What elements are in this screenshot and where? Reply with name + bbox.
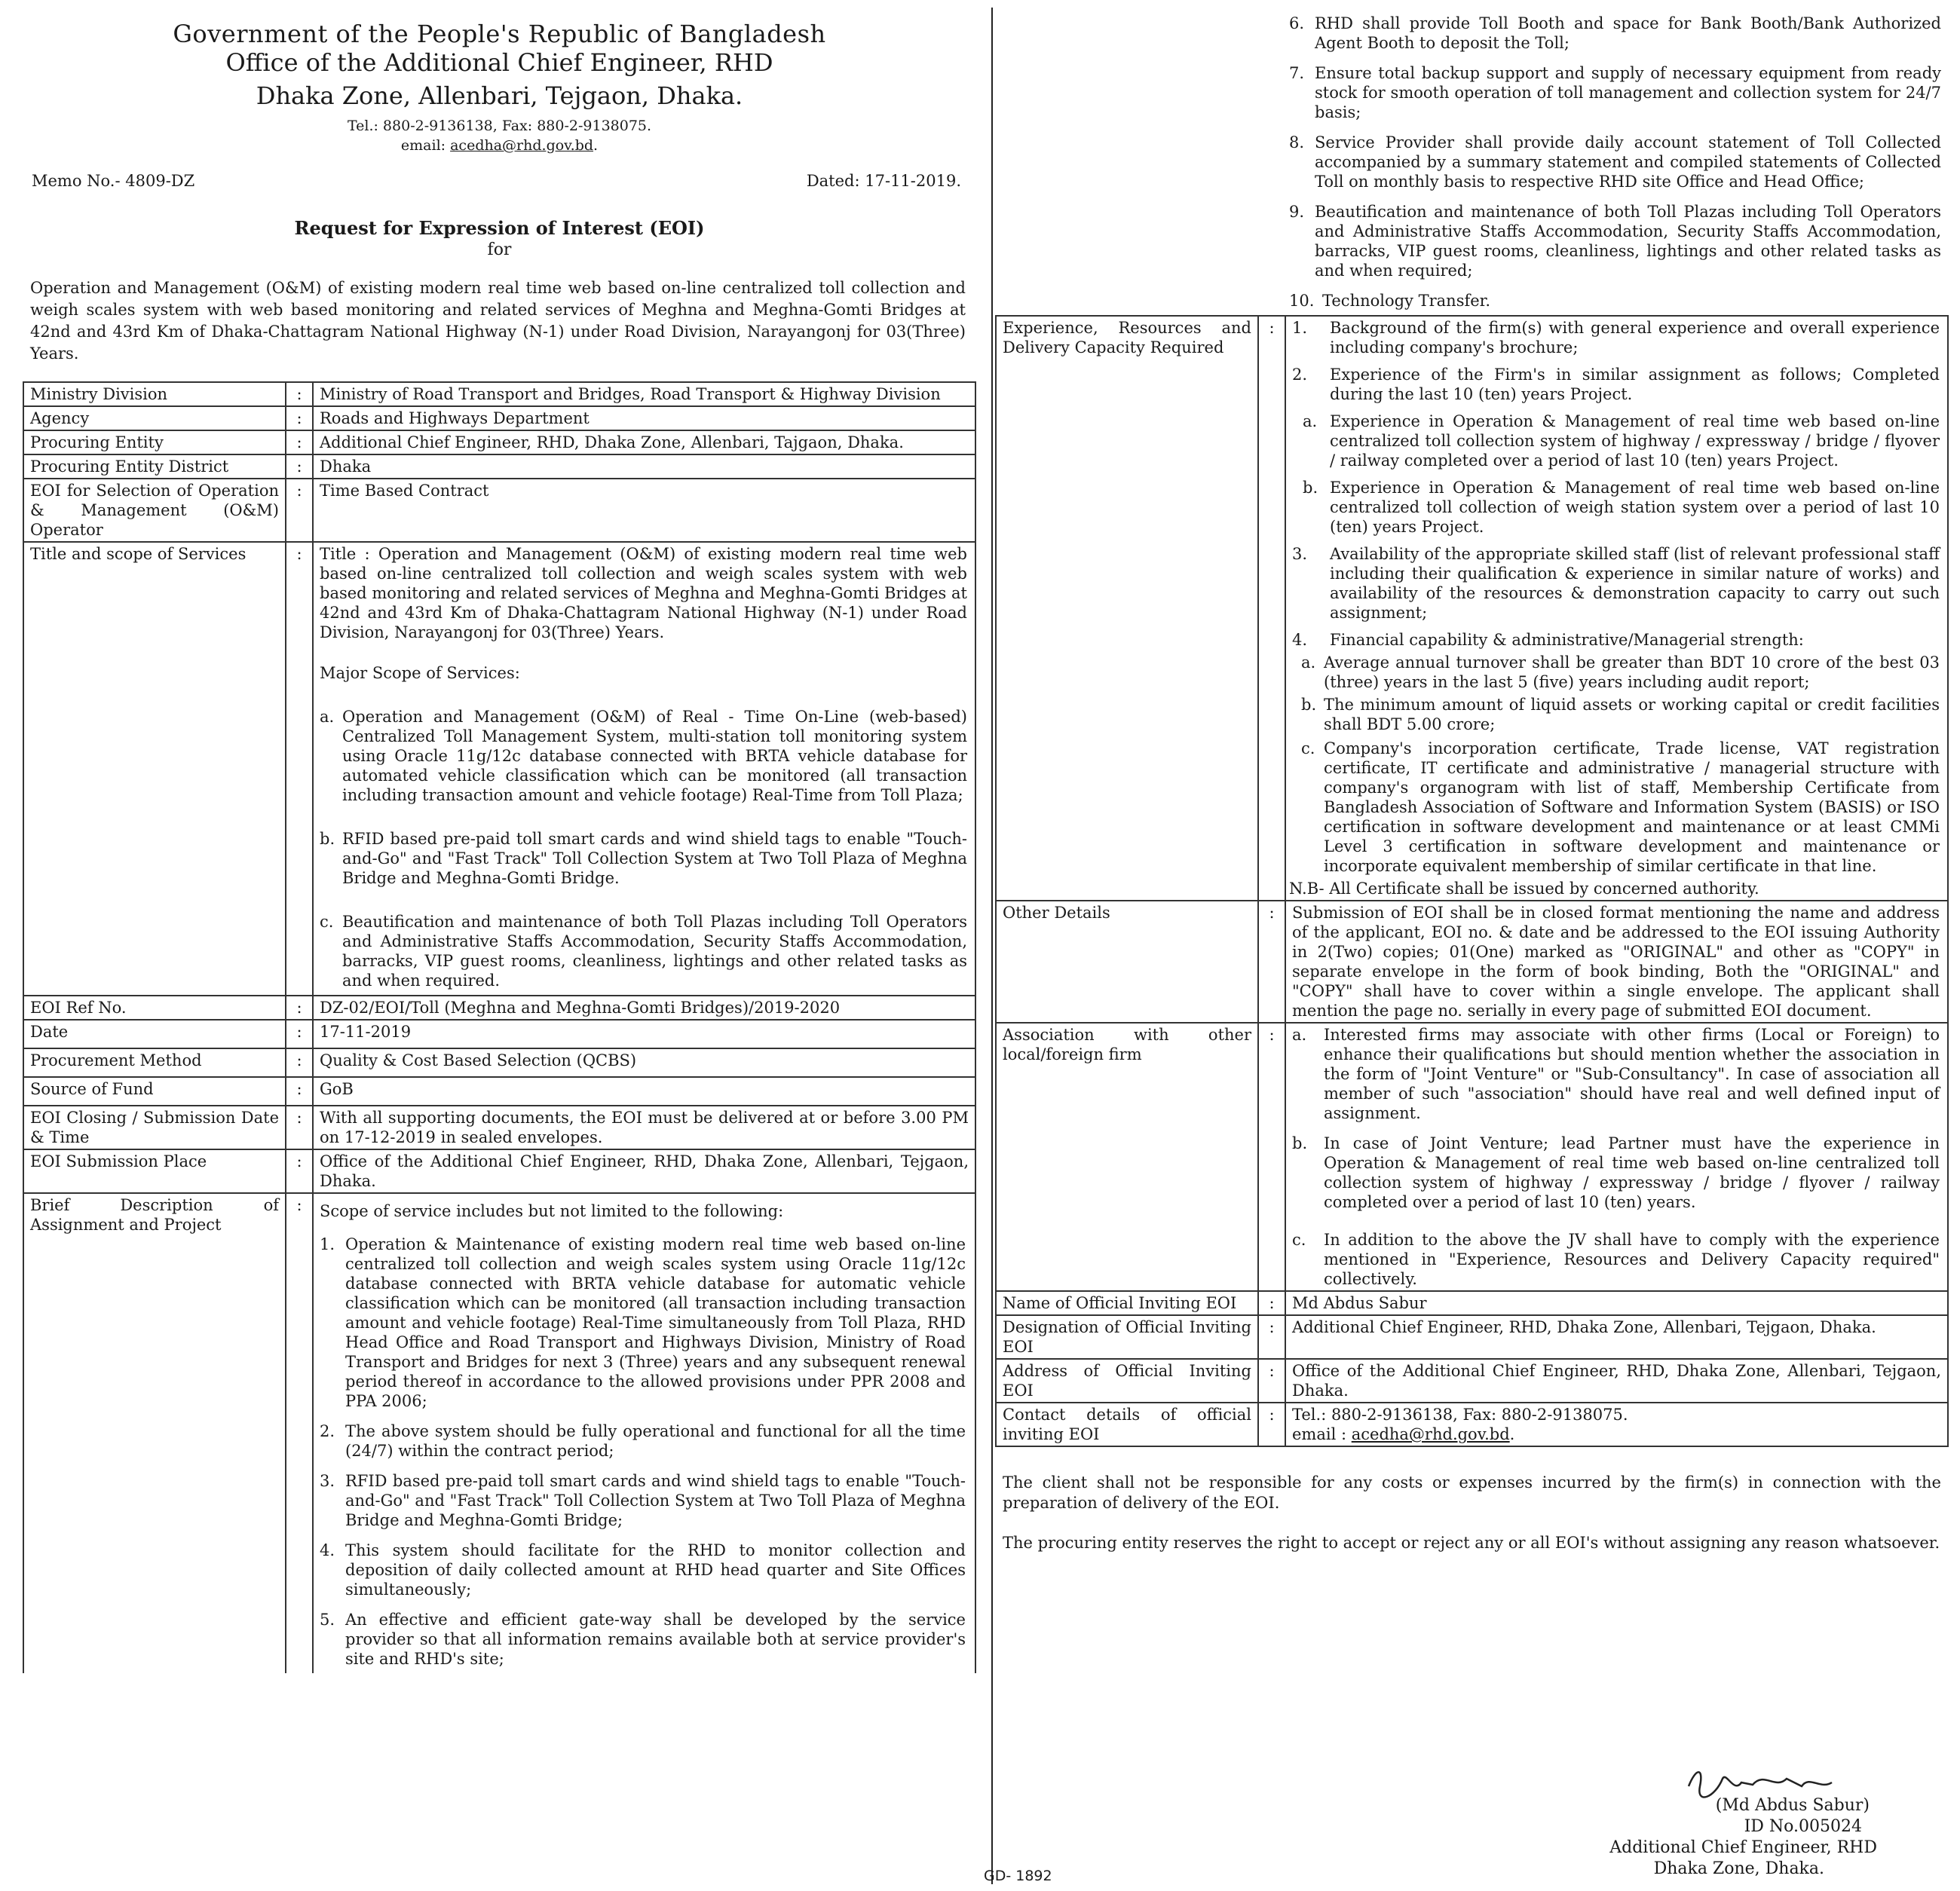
table-row [23, 542, 975, 996]
list-item [1292, 1025, 1940, 1123]
letterhead [23, 0, 976, 155]
row-value: Quality & Cost Based Selection (QCBS) [313, 1048, 975, 1077]
list-item-number: c. [320, 913, 334, 931]
table-row [996, 1023, 1948, 1291]
list-item [1292, 739, 1940, 876]
row-label: Date [23, 1020, 286, 1048]
row-label: Address of Official Inviting EOI [996, 1359, 1258, 1403]
row-colon: : [1258, 1359, 1285, 1403]
list-item-number: 1. [320, 1235, 335, 1253]
header-office: Office of the Additional Chief Engineer, RHD [225, 48, 773, 77]
list-item [1292, 365, 1940, 404]
table-row [23, 1048, 975, 1077]
signature-designation: Additional Chief Engineer, RHD [1609, 1838, 1877, 1857]
table-row [23, 1106, 975, 1149]
row-value: Roads and Highways Department [313, 406, 975, 430]
table-row [996, 1291, 1948, 1315]
list-item [1289, 202, 1941, 280]
signature-name: (Md Abdus Sabur) [1715, 1796, 1870, 1815]
header-email-suffix: . [593, 137, 599, 154]
list-item [1292, 1230, 1940, 1289]
list-item-text: Experience of the Firm's in similar assignment as follows; Completed during the last 10 (ten) years Project. [1330, 366, 1940, 403]
list-item-number: 3. [1292, 545, 1308, 563]
list-item [320, 912, 967, 990]
list-item-number: 4. [320, 1541, 335, 1559]
list-item [1289, 133, 1941, 191]
list-item-text: RFID based pre-paid toll smart cards and wind shield tags to enable "Touch-and-Go" and "Fast Track" Toll Collection System at Two Toll Plaza of Meghna Bridge and Meghna-Gomti Bridge; [345, 1472, 966, 1529]
list-item-number: a. [320, 708, 335, 726]
table-row [23, 430, 975, 454]
list-item [320, 1541, 966, 1599]
footer-disclaimer: The client shall not be responsible for any costs or expenses incurred by the firm(s) in connection with the preparation of delivery of the EOI. [1003, 1473, 1941, 1512]
gd-number: GD- 1892 [984, 1868, 1052, 1884]
list-item-text: The above system should be fully operational and functional for all the time (24/7) within the contract period; [345, 1422, 966, 1460]
table-row [23, 1020, 975, 1048]
list-item-text: Experience in Operation & Management of real time web based on-line centralized toll collection system of highway / expressway / bridge / flyover / railway completed over a period of last 10 (ten) years Project. [1330, 412, 1940, 470]
header-email-link[interactable]: acedha@rhd.gov.bd [450, 137, 594, 154]
row-value-scope [313, 542, 975, 996]
signature-block [1568, 1764, 1945, 1880]
list-item-text: Operation and Management (O&M) of Real - Time On-Line (web-based) Centralized Toll Management System, multi-station toll monitoring system using Oracle 11g/12c database connected with BRTA vehicle database for automated vehicle classification which can be monitored (all transaction including transaction amount and vehicle footage) Real-Time from Toll Plaza; [342, 708, 967, 804]
row-value: GoB [313, 1077, 975, 1106]
subject-for: for [487, 240, 512, 259]
list-item-text: Availability of the appropriate skilled staff (list of relevant professional staff including their qualification & experience in similar nature of works) and availability of the resources & demonstration capacity to carry out such assignment; [1330, 545, 1940, 622]
list-item [320, 1235, 966, 1411]
list-item-text: Experience in Operation & Management of real time web based on-line centralized toll collection of weigh station system over a period of last 10 (ten) years Project. [1330, 479, 1940, 536]
list-item-number: a. [1301, 653, 1316, 672]
row-colon: : [1258, 1315, 1285, 1359]
table-row [23, 1077, 975, 1106]
list-item [320, 1471, 966, 1530]
list-item-number: 10. [1289, 292, 1315, 310]
row-label: Other Details [996, 901, 1258, 1023]
list-item-text: Background of the firm(s) with general experience and overall experience including company's brochure; [1330, 319, 1940, 356]
list-item [320, 707, 967, 805]
list-item [1292, 1134, 1940, 1212]
row-value-experience [1285, 316, 1948, 901]
row-label: Association with other local/foreign firm [996, 1023, 1258, 1291]
row-label: Procuring Entity [23, 430, 286, 454]
list-item [1292, 653, 1940, 692]
table-row [23, 479, 975, 542]
row-colon: : [286, 542, 313, 996]
row-colon: : [286, 1193, 313, 1673]
list-item-number: b. [1292, 1134, 1308, 1152]
table-row [23, 406, 975, 430]
header-government: Government of the People's Republic of Bangladesh [173, 20, 826, 48]
scope-title: Title : Operation and Management (O&M) of existing modern real time web based on-line centralized toll collection and weigh scales system with web based monitoring and related services of Meghna and Meghna-Gomti Bridges at 42nd and 43rd Km of Dhaka-Chattagram National Highway (N-1) under Road Division, Narayangonj for 03(Three) Years. [320, 545, 967, 641]
list-item-text: Service Provider shall provide daily account statement of Toll Collected accompanied by a summary statement and compiled statements of Collected Toll on monthly basis to respective RHD site Office and Head Office; [1315, 133, 1941, 191]
list-item [1292, 412, 1940, 470]
row-value: Office of the Additional Chief Engineer, RHD, Dhaka Zone, Allenbari, Tejgaon, Dhaka. [313, 1149, 975, 1193]
list-item-text: Interested firms may associate with other firms (Local or Foreign) to enhance their qualifications but should mention whether the association in the form of "Joint Venture" or "Sub-Consultancy". In case of association all member of such "association" should have real and well defined input of assignment. [1324, 1026, 1940, 1122]
row-colon: : [286, 479, 313, 542]
list-item [1292, 478, 1940, 537]
list-item-number: 5. [320, 1611, 335, 1629]
list-item-number: b. [320, 830, 335, 848]
subject-title: Request for Expression of Interest (EOI) [294, 217, 705, 239]
row-value: Office of the Additional Chief Engineer, RHD, Dhaka Zone, Allenbari, Tejgaon, Dhaka. [1285, 1359, 1948, 1403]
row-colon: : [1258, 316, 1285, 901]
row-colon: : [286, 430, 313, 454]
row-value: Md Abdus Sabur [1285, 1291, 1948, 1315]
right-column [995, 0, 1949, 1564]
list-item-number: 8. [1289, 133, 1305, 151]
row-colon: : [286, 1149, 313, 1193]
list-item-number: 6. [1289, 14, 1305, 32]
list-item-text: Beautification and maintenance of both Toll Plazas including Toll Operators and Administrative Staffs Accommodation, Security Staffs Accommodation, barracks, VIP guest rooms, cleanliness, lightings and other related tasks as and when required; [1315, 203, 1941, 280]
row-label: Designation of Official Inviting EOI [996, 1315, 1258, 1359]
row-label: Procurement Method [23, 1048, 286, 1077]
memo-date: Dated: 17-11-2019. [806, 172, 961, 190]
header-email-prefix: email: [400, 137, 451, 154]
list-item-text: Ensure total backup support and supply of necessary equipment from ready stock for smooth operation of toll management and collection system for 24/7 basis; [1315, 64, 1941, 121]
list-item-number: 2. [320, 1422, 335, 1440]
contact-email-suffix: . [1509, 1425, 1515, 1443]
table-row [23, 382, 975, 406]
list-item-number: 3. [320, 1472, 335, 1490]
list-item-number: 1. [1292, 319, 1308, 337]
row-label: Brief Description of Assignment and Project [23, 1193, 286, 1673]
intro-paragraph: Operation and Management (O&M) of existing modern real time web based on-line centralized toll collection and weigh scales system with web based monitoring and related services of Meghna and Meghna-Gomti Bridges at 42nd and 43rd Km of Dhaka-Chattagram National Highway (N-1) under Road Division, Narayangonj for 03(Three) Years. [30, 279, 966, 363]
row-value: 17-11-2019 [313, 1020, 975, 1048]
list-item-text: Beautification and maintenance of both Toll Plazas including Toll Operators and Administrative Staffs Accommodation, Security Staffs Accommodation, barracks, VIP guest rooms, cleanliness, lightings and other related tasks as and when required. [342, 913, 967, 990]
row-value: Submission of EOI shall be in closed format mentioning the name and address of the applicant, EOI no. & date and be addressed to the EOI issuing Authority in 2(Two) copies; 01(One) marked as "ORIGINAL" and other as "COPY" in separate envelope in the form of book binding, Both the "ORIGINAL" and "COPY" shall have to cover within a single envelope. The applicant shall mention the page no. serially in every page of submitted EOI document. [1285, 901, 1948, 1023]
row-value: Ministry of Road Transport and Bridges, Road Transport & Highway Division [313, 382, 975, 406]
list-item [1292, 318, 1940, 357]
row-colon: : [1258, 1291, 1285, 1315]
row-value-contact [1285, 1403, 1948, 1446]
row-label: Agency [23, 406, 286, 430]
list-item-number: a. [1292, 1026, 1307, 1044]
list-item [1292, 630, 1940, 650]
row-label: EOI Closing / Submission Date & Time [23, 1106, 286, 1149]
row-label: Name of Official Inviting EOI [996, 1291, 1258, 1315]
table-row [996, 1403, 1948, 1446]
list-item [1289, 14, 1941, 53]
list-item [320, 829, 967, 888]
row-colon: : [286, 1077, 313, 1106]
signature-id: ID No.005024 [1744, 1817, 1862, 1836]
list-item-text: Operation & Maintenance of existing modern real time web based on-line centralized toll collection and weigh scales system using Oracle 11g/12c database connected with BRTA vehicle database for automatic vehicle classification which can be monitored (all transaction including transaction amount and vehicle footage) Real-Time simultaneously from Toll Plaza, RHD Head Office and Road Transport and Highways Division, Ministry of Road Transport and Bridges for next 3 (Three) years and any subsequent renewal period thereof in accordance to the allowed provisions under PPR 2008 and PPA 2006; [345, 1235, 966, 1410]
list-item [1292, 544, 1940, 623]
column-divider [991, 8, 993, 1884]
header-address: Dhaka Zone, Allenbari, Tejgaon, Dhaka. [256, 81, 743, 110]
row-colon: : [1258, 901, 1285, 1023]
brief-continued [995, 0, 1949, 311]
contact-email-prefix: email : [1292, 1425, 1352, 1443]
contact-email-line [1292, 1424, 1941, 1444]
table-row [23, 996, 975, 1020]
memo-number: Memo No.- 4809-DZ [32, 172, 195, 190]
footer-reservation: The procuring entity reserves the right to accept or reject any or all EOI's without assigning any reason whatsoever. [1003, 1534, 1940, 1552]
row-value: With all supporting documents, the EOI must be delivered at or before 3.00 PM on 17-12-2019 in sealed envelopes. [313, 1106, 975, 1149]
list-item-text: The minimum amount of liquid assets or working capital or credit facilities shall BDT 5.00 crore; [1324, 696, 1940, 733]
list-item-number: b. [1303, 479, 1318, 497]
table-row [996, 316, 1948, 901]
row-colon: : [286, 454, 313, 479]
scope-major: Major Scope of Services: [320, 664, 520, 682]
list-item-number: 2. [1292, 366, 1308, 384]
table-row [996, 1315, 1948, 1359]
row-value: Time Based Contract [313, 479, 975, 542]
list-item-number: a. [1303, 412, 1318, 430]
row-value-brief [313, 1193, 975, 1673]
signature-zone: Dhaka Zone, Dhaka. [1653, 1859, 1824, 1878]
row-label: Experience, Resources and Delivery Capacity Required [996, 316, 1258, 901]
contact-email-link[interactable]: acedha@rhd.gov.bd [1351, 1425, 1510, 1443]
row-colon: : [286, 382, 313, 406]
contact-tel: Tel.: 880-2-9136138, Fax: 880-2-9138075. [1292, 1406, 1628, 1424]
eoi-table-right [995, 315, 1949, 1447]
row-colon: : [1258, 1023, 1285, 1291]
list-item-text: RFID based pre-paid toll smart cards and wind shield tags to enable "Touch-and-Go" and "Fast Track" Toll Collection System at Two Toll Plaza of Meghna Bridge and Meghna-Gomti Bridge. [342, 830, 967, 887]
list-item-text: Financial capability & administrative/Managerial strength: [1330, 631, 1804, 649]
left-column [23, 0, 976, 1673]
brief-intro: Scope of service includes but not limited to the following: [320, 1202, 784, 1220]
list-item-number: 4. [1292, 631, 1308, 649]
list-item-number: b. [1301, 696, 1317, 714]
list-item-text: RHD shall provide Toll Booth and space for Bank Booth/Bank Authorized Agent Booth to deposit the Toll; [1315, 14, 1941, 52]
list-item-number: c. [1292, 1231, 1306, 1249]
row-value: Additional Chief Engineer, RHD, Dhaka Zone, Allenbari, Tejgaon, Dhaka. [1285, 1315, 1948, 1359]
row-value: Dhaka [313, 454, 975, 479]
row-label: Title and scope of Services [23, 542, 286, 996]
list-item-text: In case of Joint Venture; lead Partner must have the experience in Operation & Management of real time web based on-line centralized toll collection system of highway / expressway / bridge / flyover / railway completed over a period of last 10 (ten) years. [1324, 1134, 1940, 1211]
row-label: EOI Submission Place [23, 1149, 286, 1193]
row-value: Additional Chief Engineer, RHD, Dhaka Zone, Allenbari, Tajgaon, Dhaka. [313, 430, 975, 454]
eoi-table-left [23, 381, 976, 1673]
table-row [23, 1149, 975, 1193]
list-item [320, 1610, 966, 1669]
row-colon: : [1258, 1403, 1285, 1446]
row-label: Procuring Entity District [23, 454, 286, 479]
table-row [996, 901, 1948, 1023]
table-row [23, 454, 975, 479]
footer-paragraphs [1003, 1473, 1941, 1553]
list-item-text: This system should facilitate for the RHD to monitor collection and deposition of daily collected amount at RHD head quarter and Site Offices simultaneously; [345, 1541, 966, 1599]
row-colon: : [286, 1020, 313, 1048]
row-colon: : [286, 1106, 313, 1149]
row-label: EOI Ref No. [23, 996, 286, 1020]
row-colon: : [286, 406, 313, 430]
header-email-line [23, 136, 976, 155]
row-label: Ministry Division [23, 382, 286, 406]
list-item [320, 1421, 966, 1461]
row-value: DZ-02/EOI/Toll (Meghna and Meghna-Gomti Bridges)/2019-2020 [313, 996, 975, 1020]
list-item [1289, 291, 1941, 311]
table-row [996, 1359, 1948, 1403]
memo-line [32, 172, 961, 190]
list-item [1292, 695, 1940, 734]
row-value-association [1285, 1023, 1948, 1291]
row-label: EOI for Selection of Operation & Management (O&M) Operator [23, 479, 286, 542]
list-item-text: An effective and efficient gate-way shall be developed by the service provider so that all information remains available both at service provider's site and RHD's site; [345, 1611, 966, 1668]
list-item [1289, 63, 1941, 122]
row-label: Contact details of official inviting EOI [996, 1403, 1258, 1446]
list-item-number: c. [1301, 739, 1315, 757]
list-item-text: Average annual turnover shall be greater than BDT 10 crore of the best 03 (three) years in the last 5 (five) years including audit report; [1324, 653, 1940, 691]
row-colon: : [286, 996, 313, 1020]
list-item-text: Company's incorporation certificate, Trade license, VAT registration certificate, IT certificate and administrative / managerial structure with company's organogram with list of staff, Membership Certificate from Bangladesh Association of Software and Information System (BASIS) or ISO certification in software development and maintenance or at least CMMi Level 3 certification in software development and maintenance or incorporate equivalent membership of similar certificate in that line. [1324, 739, 1940, 875]
nb-note: N.B- All Certificate shall be issued by concerned authority. [1289, 880, 1759, 898]
list-item-text: Technology Transfer. [1322, 292, 1491, 310]
row-colon: : [286, 1048, 313, 1077]
row-label: Source of Fund [23, 1077, 286, 1106]
list-item-text: In addition to the above the JV shall have to comply with the experience mentioned in "Experience, Resources and Delivery Capacity required" collectively. [1324, 1231, 1940, 1288]
list-item-number: 9. [1289, 203, 1305, 221]
header-tel: Tel.: 880-2-9136138, Fax: 880-2-9138075. [347, 118, 652, 134]
list-item-number: 7. [1289, 64, 1305, 82]
table-row [23, 1193, 975, 1673]
